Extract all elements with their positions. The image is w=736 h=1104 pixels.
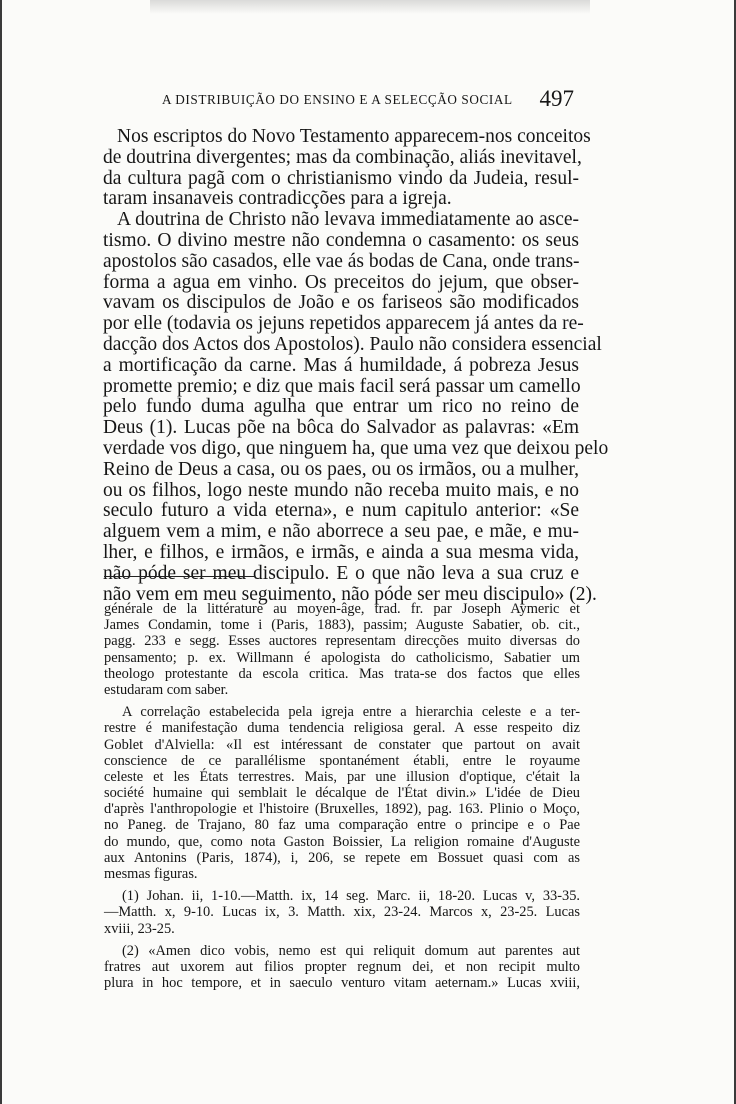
body-line: Deus (1). Lucas põe na bôca do Salvador as palavras: «Em — [103, 417, 579, 439]
body-line: tismo. O divino mestre não condemna o casamento: os seus — [103, 229, 579, 251]
footnote-line: société humaine qui semblait le décalque de l'État divin.» L'idée de Dieu — [104, 785, 580, 802]
footnote-line: A correlação estabelecida pela igreja entre a hierarchia celeste e a ter- — [122, 704, 580, 721]
footnotes — [104, 601, 580, 991]
body-line: dacção dos Actos dos Apostolos). Paulo não considera essencial — [103, 333, 602, 355]
footnote-line: pensamento; p. ex. Willmann é apologista do catholicismo, Sabatier um — [104, 649, 580, 666]
body-line: A doutrina de Christo não levava immediatamente ao asce- — [117, 209, 579, 231]
page-number: 497 — [539, 86, 574, 111]
footnote-line: James Condamin, tome i (Paris, 1883), passim; Auguste Sabatier, ob. cit., — [104, 617, 580, 634]
body-line: vavam os discipulos de João e os fariseos são modificados — [103, 292, 579, 314]
footnote-2-line: plura in hoc tempore, et in saeculo venturo vitam aeternam.» Lucas xviii, — [104, 975, 580, 992]
body-line: promette premio; e diz que mais facil será passar um camello — [103, 375, 581, 397]
footnote-line: theologo protestante da escola critica. Mas trata-se dos factos que elles — [104, 665, 580, 682]
running-title: A DISTRIBUIÇÃO DO ENSINO E A SELECÇÃO SOCIAL — [162, 92, 513, 107]
body-line: forma a agua em vinho. Os preceitos do jejum, que obser- — [103, 271, 579, 293]
body-line: ou os filhos, logo neste mundo não receba muito mais, e no — [103, 479, 579, 501]
body-line: alguem vem a mim, e não aborrece a seu pae, e mãe, e mu- — [103, 521, 579, 543]
footnote-divider — [104, 576, 254, 577]
footnote-line: conscience de ce parallélisme spontanément établi, entre le royaume — [104, 752, 580, 769]
footnote-1-line: xviii, 23-25. — [104, 920, 175, 937]
footnote-line: no Paneg. de Trajano, 80 faz uma comparação entre o principe e o Pae — [104, 817, 580, 834]
main-text — [103, 126, 609, 605]
body-line: seculo futuro a vida eterna», e num capitulo anterior: «Se — [103, 500, 579, 522]
body-line: taram insanaveis contradicções para a igreja. — [103, 188, 452, 210]
body-line: verdade vos digo, que ninguem ha, que uma vez que deixou pelo — [103, 437, 609, 459]
footnote-line: d'après l'anthropologie et l'histoire (Bruxelles, 1892), pag. 163. Plinio o Moço, — [104, 801, 580, 818]
footnote-line: Goblet d'Alviella: «Il est intéressant de constater que partout on avait — [104, 736, 580, 753]
footnote-line: celeste et les États terrestres. Mais, par une illusion d'optique, c'était la — [104, 768, 580, 785]
footnote-line: restre é manifestação duma tendencia religiosa geral. A esse respeito diz — [104, 720, 580, 737]
footnote-line: do mundo, que, como nota Gaston Boissier, La religion romaine d'Auguste — [104, 833, 580, 850]
body-line: não póde ser meu discipulo. E o que não leva a sua cruz e — [103, 562, 579, 584]
footnote-2-line: (2) «Amen dico vobis, nemo est qui reliquit domum aut parentes aut — [122, 942, 580, 959]
scan-smudge — [150, 0, 590, 14]
body-line: Reino de Deus a casa, ou os paes, ou os irmãos, ou a mulher, — [103, 458, 579, 480]
body-line: não vem em meu seguimento, não póde ser meu discipulo» (2). — [103, 583, 597, 605]
footnote-1-line: —Matth. x, 9-10. Lucas ix, 3. Matth. xix, 23-24. Marcos x, 23-25. Lucas — [104, 904, 580, 921]
footnote-line: pagg. 233 e segg. Esses auctores representam direcções muito diversas do — [104, 633, 580, 650]
body-line: apostolos são casados, elle vae ás bodas de Cana, onde trans- — [103, 250, 580, 272]
footnote-line: estudaram com saber. — [104, 681, 229, 698]
body-line: Nos escriptos do Novo Testamento apparecem-nos conceitos — [117, 126, 591, 147]
footnote-line: générale de la littérature au moyen-âge, trad. fr. par Joseph Aymeric et — [104, 601, 580, 617]
body-line: a mortificação da carne. Mas á humildade, á pobreza Jesus — [103, 354, 579, 376]
body-line: de doutrina divergentes; mas da combinação, aliás inevitavel, — [103, 146, 582, 168]
body-line: pelo fundo duma agulha que entrar um rico no reino de — [103, 396, 579, 418]
body-line: da cultura pagã com o christianismo vindo da Judeia, resul- — [103, 167, 579, 189]
body-line: por elle (todavia os jejuns repetidos apparecem já antes da re- — [103, 313, 584, 335]
footnote-line: mesmas figuras. — [104, 866, 198, 882]
footnote-1-line: (1) Johan. ii, 1-10.—Matth. ix, 14 seg. Marc. ii, 18-20. Lucas v, 33-35. — [122, 888, 580, 905]
footnote-2-line: fratres aut uxorem aut filios propter regnum dei, et non recipit multo — [104, 958, 580, 975]
body-line: lher, e filhos, e irmãos, e irmãs, e ainda a sua mesma vida, — [103, 541, 579, 563]
running-head — [162, 86, 574, 116]
footnote-line: aux Antonins (Paris, 1874), i, 206, se repete em Bossuet quasi com as — [104, 849, 580, 866]
